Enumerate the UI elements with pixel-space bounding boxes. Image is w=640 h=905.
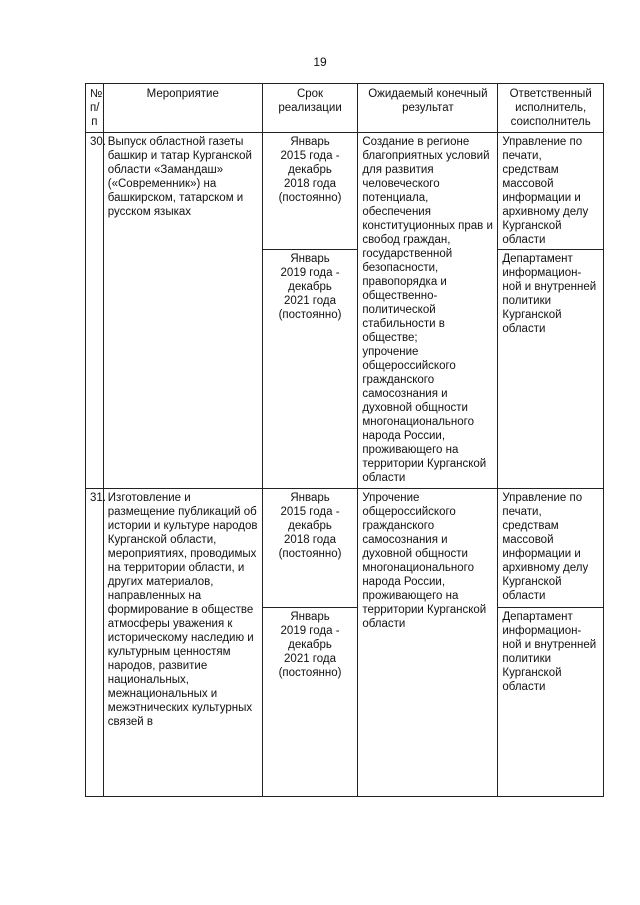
row-term: Январь 2015 года - декабрь 2018 года (постоянно) [262, 133, 358, 250]
page-number: 19 [313, 55, 327, 69]
table-row [86, 133, 604, 250]
header-responsible: Ответственный исполнитель, соисполнитель [498, 84, 604, 133]
header-num: № п/п [86, 84, 104, 133]
table-row [86, 489, 604, 608]
row-responsible: Департамент информацион-ной и внутренней политики Курганской области [498, 608, 604, 797]
row-responsible: Департамент информацион-ной и внутренней политики Курганской области [498, 250, 604, 489]
header-term: Срок реализации [262, 84, 358, 133]
row-event: Выпуск областной газеты башкир и татар Курганской области «Замандаш» («Современник») на башкирском, татарском и русском языках [103, 133, 262, 489]
table-header-row [86, 84, 604, 133]
header-event: Мероприятие [103, 84, 262, 133]
row-number: 30. [86, 133, 104, 489]
measures-table [85, 83, 604, 797]
row-number: 31. [86, 489, 104, 797]
header-result: Ожидаемый конечный результат [358, 84, 498, 133]
row-responsible: Управление по печати, средствам массовой информации и архивному делу Курганской области [498, 489, 604, 608]
row-result: Создание в регионе благоприятных условий для развития человеческого потенциала, обеспечения конституционных прав и свобод граждан, государственной безопасности, правопорядка и общественно-политической стабильности в обществе; упрочение общероссийского гражданского самосознания и духовной общности многонационального народа России, проживающего на территории Курганской области [358, 133, 498, 489]
row-term: Январь 2015 года - декабрь 2018 года (постоянно) [262, 489, 358, 608]
row-term: Январь 2019 года - декабрь 2021 года (постоянно) [262, 608, 358, 797]
row-term: Январь 2019 года - декабрь 2021 года (постоянно) [262, 250, 358, 489]
row-responsible: Управление по печати, средствам массовой информации и архивному делу Курганской области [498, 133, 604, 250]
row-event: Изготовление и размещение публикаций об истории и культуре народов Курганской области, мероприятиях, проводимых на территории области, и других материалов, направленных на формирование в обществе атмосферы уважения к историческому наследию и культурным ценностям народов, развитие национальных, межнациональных и межэтнических культурных связей в [103, 489, 262, 797]
row-result: Упрочение общероссийского гражданского самосознания и духовной общности многонационального народа России, проживающего на территории Курганской области [358, 489, 498, 797]
